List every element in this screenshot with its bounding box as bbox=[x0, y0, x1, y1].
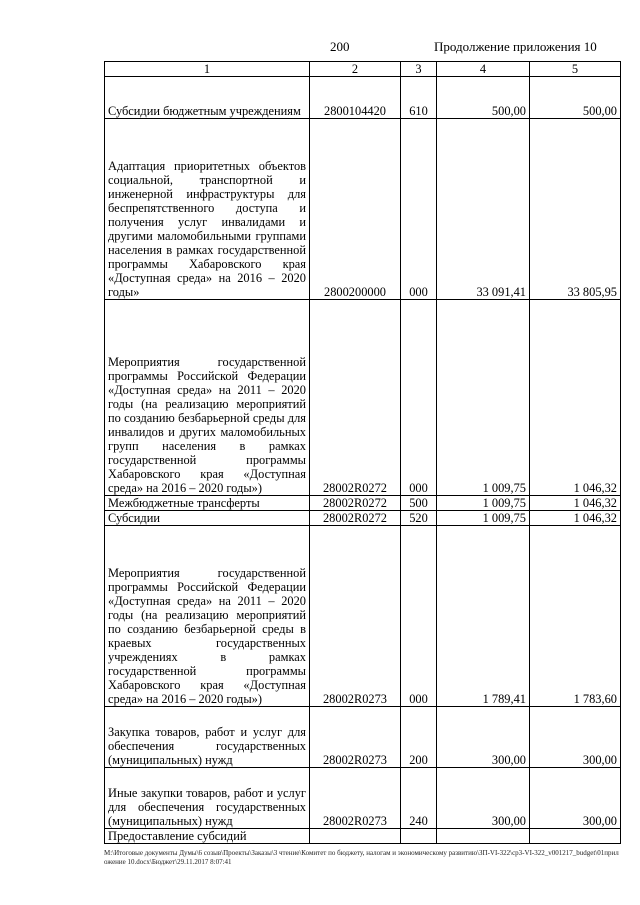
row-value-2: 1 046,32 bbox=[530, 511, 621, 526]
column-header: 5 bbox=[530, 62, 621, 77]
table-row bbox=[105, 496, 621, 511]
row-value-2: 500,00 bbox=[530, 77, 621, 119]
table-header-row bbox=[105, 62, 621, 77]
table-row bbox=[105, 300, 621, 496]
row-type bbox=[401, 829, 437, 844]
table-row bbox=[105, 119, 621, 300]
row-code: 2800104420 bbox=[310, 77, 401, 119]
footer-file-path: M:\Итоговые документы Думы\6 созыв\Проекты\Заказы\3 чтение\Комитет по бюджету, налогам и экономическому развитию\ЗП-VI-322\ср3-VI-322_v001217_budget\01приложение 10.docx\Бюджет\29.11.2017 8:07:41 bbox=[104, 849, 619, 866]
row-code: 28002R0272 bbox=[310, 511, 401, 526]
row-code bbox=[310, 829, 401, 844]
row-value-1: 33 091,41 bbox=[437, 119, 530, 300]
row-code: 28002R0272 bbox=[310, 496, 401, 511]
row-value-1: 1 009,75 bbox=[437, 496, 530, 511]
row-value-1: 1 789,41 bbox=[437, 526, 530, 707]
row-name: Предоставление субсидий bbox=[105, 829, 310, 844]
row-name: Межбюджетные трансферты bbox=[105, 496, 310, 511]
table-row bbox=[105, 77, 621, 119]
column-header: 3 bbox=[401, 62, 437, 77]
row-code: 2800200000 bbox=[310, 119, 401, 300]
page-number: 200 bbox=[330, 39, 350, 54]
row-value-1 bbox=[437, 829, 530, 844]
row-value-2: 1 046,32 bbox=[530, 496, 621, 511]
row-name: Мероприятия государственной программы Российской Федерации «Доступная среда» на 2011 – 2020 годы (на реализацию мероприятий по созданию безбарьерной среды для инвалидов и других маломобильных групп населения в рамках государственной программы Хабаровского края «Доступная среда» на 2016 – 2020 годы») bbox=[105, 300, 310, 496]
row-value-2: 300,00 bbox=[530, 768, 621, 829]
row-value-2: 1 046,32 bbox=[530, 300, 621, 496]
row-value-2: 300,00 bbox=[530, 707, 621, 768]
column-header: 1 bbox=[105, 62, 310, 77]
table-row bbox=[105, 768, 621, 829]
continuation-title: Продолжение приложения 10 bbox=[434, 39, 597, 54]
row-type: 500 bbox=[401, 496, 437, 511]
row-name: Иные закупки товаров, работ и услуг для обеспечения государственных (муниципальных) нужд bbox=[105, 768, 310, 829]
column-header: 4 bbox=[437, 62, 530, 77]
column-header: 2 bbox=[310, 62, 401, 77]
row-value-2 bbox=[530, 829, 621, 844]
table-row bbox=[105, 707, 621, 768]
budget-table bbox=[104, 61, 621, 844]
row-type: 200 bbox=[401, 707, 437, 768]
row-type: 520 bbox=[401, 511, 437, 526]
row-name: Субсидии бюджетным учреждениям bbox=[105, 77, 310, 119]
row-name: Адаптация приоритетных объектов социальной, транспортной и инженерной инфраструктуры для беспрепятственного доступа и получения услуг инвалидами и другими маломобильными группами населения в рамках государственной программы Хабаровского края «Доступная среда» на 2016 – 2020 годы» bbox=[105, 119, 310, 300]
row-name: Закупка товаров, работ и услуг для обеспечения государственных (муниципальных) нужд bbox=[105, 707, 310, 768]
row-value-1: 1 009,75 bbox=[437, 511, 530, 526]
row-type: 610 bbox=[401, 77, 437, 119]
table-row bbox=[105, 511, 621, 526]
row-value-2: 33 805,95 bbox=[530, 119, 621, 300]
row-value-2: 1 783,60 bbox=[530, 526, 621, 707]
row-type: 000 bbox=[401, 526, 437, 707]
row-value-1: 500,00 bbox=[437, 77, 530, 119]
row-value-1: 1 009,75 bbox=[437, 300, 530, 496]
row-type: 000 bbox=[401, 300, 437, 496]
row-name: Субсидии bbox=[105, 511, 310, 526]
row-code: 28002R0273 bbox=[310, 768, 401, 829]
row-value-1: 300,00 bbox=[437, 768, 530, 829]
row-value-1: 300,00 bbox=[437, 707, 530, 768]
row-name: Мероприятия государственной программы Российской Федерации «Доступная среда» на 2011 – 2020 годы (на реализацию мероприятий по созданию безбарьерной среды в краевых государственных учреждениях в рамках государственной программы Хабаровского края «Доступная среда» на 2016 – 2020 годы») bbox=[105, 526, 310, 707]
table-row bbox=[105, 829, 621, 844]
row-type: 240 bbox=[401, 768, 437, 829]
table-row bbox=[105, 526, 621, 707]
row-code: 28002R0272 bbox=[310, 300, 401, 496]
row-type: 000 bbox=[401, 119, 437, 300]
row-code: 28002R0273 bbox=[310, 707, 401, 768]
row-code: 28002R0273 bbox=[310, 526, 401, 707]
